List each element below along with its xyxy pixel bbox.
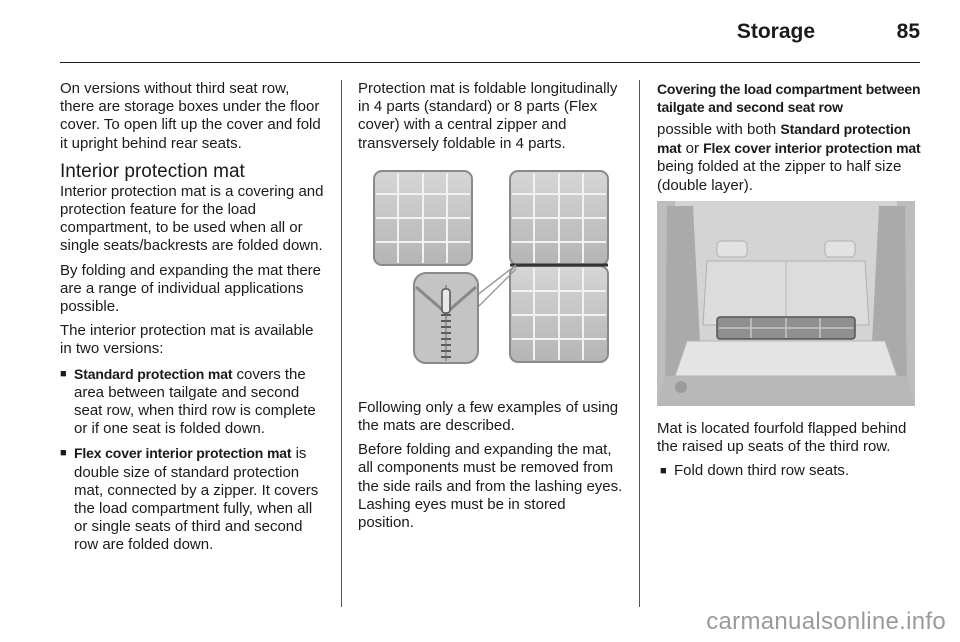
- text-run: being folded at the zipper to half size (double layer).: [657, 158, 902, 194]
- term-bold: Flex cover interior protection mat: [74, 445, 292, 462]
- text-run: possible with both: [657, 121, 781, 138]
- flex-cover-mat-panel: [510, 171, 608, 362]
- column-divider-2: [639, 80, 640, 607]
- paragraph: Interior protection mat is a covering and protection feature for the load compartment, to be used when all or single seats/backrests are folded down.: [60, 182, 324, 255]
- watermark-text: carmanualsonline.info: [706, 608, 946, 635]
- list-item-text: covers the area between tailgate and second seat row, when third row is complete or if one seat is folded down.: [74, 365, 316, 438]
- paragraph: Before folding and expanding the mat, all components must be removed from the side rails and from the lashing eyes. Lashing eyes must be in stored position.: [358, 441, 623, 532]
- mat-folding-illustration: [358, 165, 620, 385]
- paragraph: Following only a few examples of using the mats are described.: [358, 398, 619, 435]
- bullet-marker: ■: [660, 465, 667, 478]
- paragraph: Mat is located fourfold flapped behind the raised up seats of the third row.: [657, 419, 907, 456]
- list-item: [60, 365, 326, 439]
- list-item: [657, 462, 923, 480]
- paragraph: Protection mat is foldable longitudinally in 4 parts (standard) or 8 parts (Flex cover) with a central zipper and transversely foldable in 4 parts.: [358, 80, 618, 152]
- term-bold: Standard protection mat: [74, 365, 233, 382]
- intro-paragraph: On versions without third seat row, there are storage boxes under the floor cover. To open lift up the cover and fold it upright behind rear seats.: [60, 80, 321, 152]
- header-rule: [60, 62, 920, 63]
- standard-mat-panel: [374, 171, 472, 265]
- list-item-text: Fold down third row seats.: [674, 462, 850, 480]
- page-number: 85: [896, 20, 920, 43]
- column-2: [358, 80, 624, 538]
- list-item: [60, 444, 326, 554]
- paragraph: The interior protection mat is available in two versions:: [60, 322, 314, 358]
- zipper-detail: [414, 273, 478, 363]
- text-run: or: [681, 140, 704, 158]
- bullet-marker: ■: [60, 367, 67, 380]
- bullet-marker: ■: [60, 447, 67, 460]
- term-bold: Standard protection mat: [657, 121, 911, 157]
- header-title: Storage: [736, 20, 815, 43]
- paragraph: By folding and expanding the mat there are a range of individual applications possible.: [60, 261, 322, 316]
- paragraph: [657, 120, 923, 195]
- list-item-text: is double size of standard protection mat, connected by a zipper. It covers the load compartment fully, when all or single seats of third and second row are folded down.: [74, 445, 319, 554]
- column-1: [60, 80, 326, 561]
- folded-protection-mat: [717, 317, 855, 339]
- column-3: [657, 80, 923, 486]
- section-heading: Interior protection mat: [60, 160, 245, 182]
- column-divider-1: [341, 80, 342, 607]
- subsection-heading: Covering the load compartment between tailgate and second seat row: [657, 81, 921, 115]
- load-compartment-illustration: [657, 201, 915, 406]
- term-bold: Flex cover interior protection mat: [703, 140, 921, 157]
